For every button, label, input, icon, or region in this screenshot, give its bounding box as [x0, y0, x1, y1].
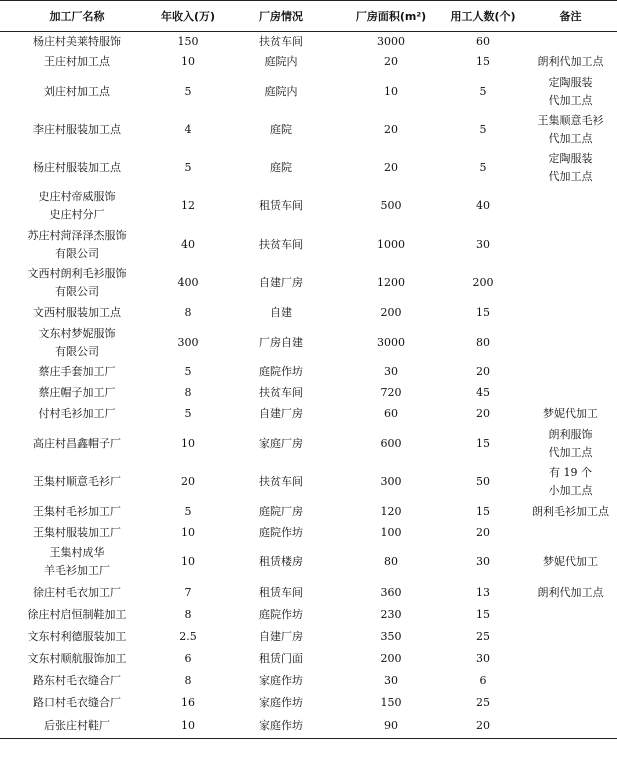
cell-name [0, 670, 154, 692]
table-row [0, 425, 617, 463]
cell-note-line: 朗利服饰 [548, 427, 593, 441]
cell-area: 20 [384, 160, 398, 174]
table-row [0, 626, 617, 648]
cell-name [0, 52, 154, 73]
cell-note [524, 604, 617, 626]
cell-name-line: 文西村朗利毛衫服饰 [27, 267, 127, 280]
cell-note-line: 代加工点 [548, 445, 593, 459]
table-row [0, 324, 617, 362]
cell-income: 5 [184, 505, 192, 518]
cell-income: 8 [184, 306, 192, 319]
cell-status: 庭院厂房 [259, 505, 303, 518]
cell-note-line: 定陶服装 [548, 151, 593, 165]
cell-status: 家庭作坊 [222, 715, 340, 739]
cell-workers: 20 [476, 525, 490, 539]
table-row [0, 604, 617, 626]
cell-note [524, 648, 617, 670]
cell-status: 扶贫车间 [259, 237, 303, 251]
cell-income: 5 [184, 84, 192, 98]
header-name: 加工厂名称 [0, 1, 154, 32]
header-note: 备注 [524, 1, 617, 32]
cell-income: 10 [154, 715, 222, 739]
cell-note [524, 502, 617, 523]
cell-note [524, 111, 617, 149]
cell-name [0, 692, 154, 715]
cell-area: 30 [384, 673, 398, 687]
cell-name-line: 王庄村加工点 [44, 55, 110, 68]
table-row [0, 226, 617, 264]
cell-name [0, 502, 154, 523]
cell-status: 扶贫车间 [259, 475, 303, 488]
cell-income: 10 [181, 525, 195, 539]
cell-workers: 50 [476, 475, 490, 488]
cell-area: 230 [380, 607, 402, 621]
cell-note-line: 小加工点 [548, 484, 593, 497]
cell-status: 家庭厂房 [259, 436, 303, 450]
cell-name [0, 543, 154, 582]
cell-area: 350 [380, 629, 402, 643]
cell-workers: 200 [472, 276, 494, 289]
cell-workers: 30 [476, 651, 490, 665]
cell-name-line: 蔡庄手套加工厂 [38, 365, 116, 378]
header-row [0, 1, 617, 32]
cell-income: 5 [184, 365, 192, 378]
cell-status: 庭院 [270, 122, 292, 136]
cell-name [0, 715, 154, 739]
cell-income: 10 [181, 555, 195, 568]
cell-workers: 20 [476, 365, 490, 378]
cell-name [0, 111, 154, 149]
cell-income: 4 [184, 122, 192, 136]
cell-workers: 5 [479, 84, 487, 98]
cell-name-line: 有限公司 [55, 246, 99, 260]
cell-name [0, 383, 154, 403]
cell-name [0, 149, 154, 187]
cell-area: 300 [380, 475, 402, 488]
cell-area: 3000 [377, 34, 405, 48]
cell-name-line: 徐庄村毛衣加工厂 [33, 585, 121, 599]
cell-income: 12 [181, 199, 195, 212]
header-area: 厂房面积(m²) [340, 1, 442, 32]
cell-note-line: 梦妮代加工 [543, 555, 598, 568]
cell-name-line: 文东村梦妮服饰 [38, 326, 116, 340]
cell-note [524, 324, 617, 362]
cell-area: 600 [380, 436, 402, 450]
cell-name-line: 路东村毛衣缝合厂 [33, 673, 121, 687]
cell-note [524, 626, 617, 648]
table-row [0, 149, 617, 187]
table-row [0, 111, 617, 149]
cell-note [524, 362, 617, 383]
cell-status: 厂房自建 [259, 335, 303, 349]
cell-name-line: 高庄村昌鑫帽子厂 [33, 436, 121, 450]
cell-workers: 5 [479, 122, 487, 136]
cell-name [0, 648, 154, 670]
cell-area: 90 [340, 715, 442, 739]
cell-income: 5 [184, 160, 192, 174]
table-row [0, 52, 617, 73]
cell-name-line: 蔡庄帽子加工厂 [38, 385, 116, 399]
table-header [0, 1, 617, 32]
cell-income: 400 [177, 276, 199, 289]
cell-name-line: 史庄村分厂 [49, 208, 105, 221]
cell-income: 8 [184, 607, 192, 621]
table-row [0, 715, 617, 739]
cell-note-line: 朗利毛衫加工点 [532, 505, 609, 518]
cell-note-line: 朗利代加工点 [537, 585, 604, 599]
header-status: 厂房情况 [222, 1, 340, 32]
cell-income: 2.5 [179, 629, 197, 643]
cell-income: 20 [181, 475, 195, 488]
cell-note [524, 670, 617, 692]
table-row [0, 523, 617, 543]
cell-status: 庭院作坊 [259, 607, 303, 621]
cell-name [0, 32, 154, 52]
cell-workers: 30 [476, 237, 490, 251]
table-row [0, 73, 617, 111]
table-row [0, 264, 617, 303]
cell-area: 1000 [377, 237, 405, 251]
table-row [0, 543, 617, 582]
cell-name-line: 文东村顺航服饰加工 [27, 651, 127, 665]
table-row [0, 692, 617, 715]
table-body [0, 32, 617, 739]
cell-name-line: 苏庄村菏泽泽杰服饰 [27, 228, 127, 242]
cell-income: 300 [177, 335, 199, 349]
cell-area: 200 [380, 651, 402, 665]
cell-area: 150 [380, 696, 402, 709]
cell-name [0, 604, 154, 626]
cell-status: 扶贫车间 [259, 34, 303, 48]
cell-income: 10 [181, 436, 195, 450]
cell-area: 120 [380, 505, 402, 518]
cell-note-line: 有 19 个 [549, 466, 592, 479]
cell-workers: 13 [476, 585, 490, 599]
cell-status: 家庭作坊 [259, 673, 303, 687]
cell-note-line: 代加工点 [548, 169, 593, 183]
cell-note [524, 32, 617, 52]
cell-workers: 20 [476, 406, 490, 420]
cell-workers: 45 [476, 385, 490, 399]
cell-area: 30 [384, 365, 398, 378]
cell-area: 20 [384, 55, 398, 68]
cell-name-line: 史庄村帝威服饰 [38, 190, 116, 203]
cell-workers: 15 [476, 607, 490, 621]
cell-note-line: 代加工点 [548, 93, 593, 107]
header-income: 年收入(万) [154, 1, 222, 32]
cell-workers: 25 [476, 629, 490, 643]
cell-note-line: 王集顺意毛衫 [537, 113, 604, 127]
cell-name [0, 626, 154, 648]
cell-status: 租赁车间 [259, 199, 303, 212]
cell-note [524, 403, 617, 425]
cell-name-line: 有限公司 [55, 285, 99, 298]
cell-workers: 60 [476, 34, 490, 48]
cell-area: 100 [380, 525, 402, 539]
cell-status: 庭院作坊 [259, 525, 303, 539]
cell-area: 500 [380, 199, 402, 212]
cell-workers: 15 [476, 55, 490, 68]
cell-workers: 80 [476, 335, 490, 349]
cell-workers: 5 [479, 160, 487, 174]
cell-note [524, 303, 617, 324]
cell-note [524, 463, 617, 502]
cell-name-line: 路口村毛衣缝合厂 [33, 696, 121, 709]
cell-area: 200 [380, 306, 402, 319]
cell-income: 16 [181, 696, 195, 709]
cell-status: 自建厂房 [259, 629, 303, 643]
cell-note-line: 代加工点 [548, 131, 593, 145]
cell-name [0, 523, 154, 543]
cell-note [524, 73, 617, 111]
cell-status: 庭院作坊 [259, 365, 303, 378]
cell-area: 20 [384, 122, 398, 136]
cell-name-line: 文东村利德服装加工 [27, 629, 127, 643]
cell-status: 庭院 [270, 160, 292, 174]
cell-name-line: 王集村顺意毛衫厂 [33, 475, 121, 488]
cell-note [524, 52, 617, 73]
cell-name-line: 刘庄村加工点 [44, 84, 110, 98]
cell-income: 150 [177, 34, 199, 48]
cell-name [0, 303, 154, 324]
cell-income: 5 [184, 406, 192, 420]
cell-note [524, 523, 617, 543]
cell-note [524, 715, 617, 739]
cell-workers: 20 [442, 715, 524, 739]
cell-name-line: 王集村成华 [49, 546, 105, 559]
cell-workers: 15 [476, 436, 490, 450]
cell-name [0, 463, 154, 502]
cell-note [524, 149, 617, 187]
table-row [0, 582, 617, 604]
cell-name [0, 187, 154, 226]
cell-name [0, 226, 154, 264]
cell-income: 8 [184, 673, 192, 687]
cell-income: 40 [181, 237, 195, 251]
cell-status: 庭院内 [264, 84, 298, 98]
cell-workers: 30 [476, 555, 490, 568]
cell-status: 租赁车间 [259, 585, 303, 599]
cell-name [0, 324, 154, 362]
table-row [0, 463, 617, 502]
cell-name-line: 王集村毛衫加工厂 [33, 505, 121, 518]
cell-note [524, 543, 617, 582]
cell-name-line: 王集村服装加工厂 [33, 525, 121, 539]
cell-area: 3000 [377, 335, 405, 349]
cell-workers: 15 [476, 306, 490, 319]
table-row [0, 403, 617, 425]
cell-status: 扶贫车间 [259, 385, 303, 399]
table-row [0, 187, 617, 226]
cell-status: 家庭作坊 [259, 696, 303, 709]
cell-area: 10 [384, 84, 398, 98]
table-row [0, 670, 617, 692]
cell-status: 租赁门面 [259, 651, 303, 665]
table-row [0, 303, 617, 324]
cell-note [524, 226, 617, 264]
cell-area: 720 [380, 385, 402, 399]
cell-income: 10 [181, 55, 195, 68]
cell-name [0, 582, 154, 604]
cell-income: 7 [184, 585, 192, 599]
table-row [0, 32, 617, 52]
cell-status: 自建厂房 [259, 276, 303, 289]
cell-status: 租赁楼房 [259, 555, 303, 568]
table-row [0, 648, 617, 670]
cell-name [0, 264, 154, 303]
cell-note [524, 692, 617, 715]
table-row [0, 362, 617, 383]
cell-workers: 25 [476, 696, 490, 709]
cell-income: 6 [184, 651, 192, 665]
cell-status: 自建厂房 [259, 406, 303, 420]
cell-name-line: 付村毛衫加工厂 [38, 406, 116, 420]
table-row [0, 502, 617, 523]
cell-name-line: 徐庄村启恒制鞋加工 [27, 607, 127, 621]
cell-name-line: 有限公司 [55, 344, 99, 358]
cell-note [524, 264, 617, 303]
cell-name [0, 73, 154, 111]
cell-note-line: 定陶服装 [548, 75, 593, 89]
cell-name-line: 李庄村服装加工点 [33, 122, 121, 136]
cell-name-line: 羊毛衫加工厂 [44, 564, 110, 577]
cell-name-line: 文西村服装加工点 [33, 306, 121, 319]
cell-name [0, 403, 154, 425]
cell-workers: 6 [479, 673, 487, 687]
cell-area: 360 [380, 585, 402, 599]
cell-status: 自建 [270, 306, 292, 319]
cell-note [524, 383, 617, 403]
cell-name [0, 425, 154, 463]
cell-name-line: 后张庄村鞋厂 [44, 719, 110, 733]
cell-workers: 40 [476, 199, 490, 212]
cell-name [0, 362, 154, 383]
cell-workers: 15 [476, 505, 490, 518]
cell-note [524, 425, 617, 463]
cell-name-line: 杨庄村美莱特服饰 [33, 34, 121, 48]
cell-name-line: 杨庄村服装加工点 [33, 160, 121, 174]
header-workers: 用工人数(个) [442, 1, 524, 32]
cell-income: 8 [184, 385, 192, 399]
table-row [0, 383, 617, 403]
cell-area: 1200 [377, 276, 405, 289]
cell-note [524, 582, 617, 604]
cell-note [524, 187, 617, 226]
cell-note-line: 梦妮代加工 [543, 406, 598, 420]
cell-status: 庭院内 [264, 55, 298, 68]
cell-area: 60 [384, 406, 398, 420]
cell-note-line: 朗利代加工点 [537, 55, 604, 68]
cell-area: 80 [384, 555, 398, 568]
